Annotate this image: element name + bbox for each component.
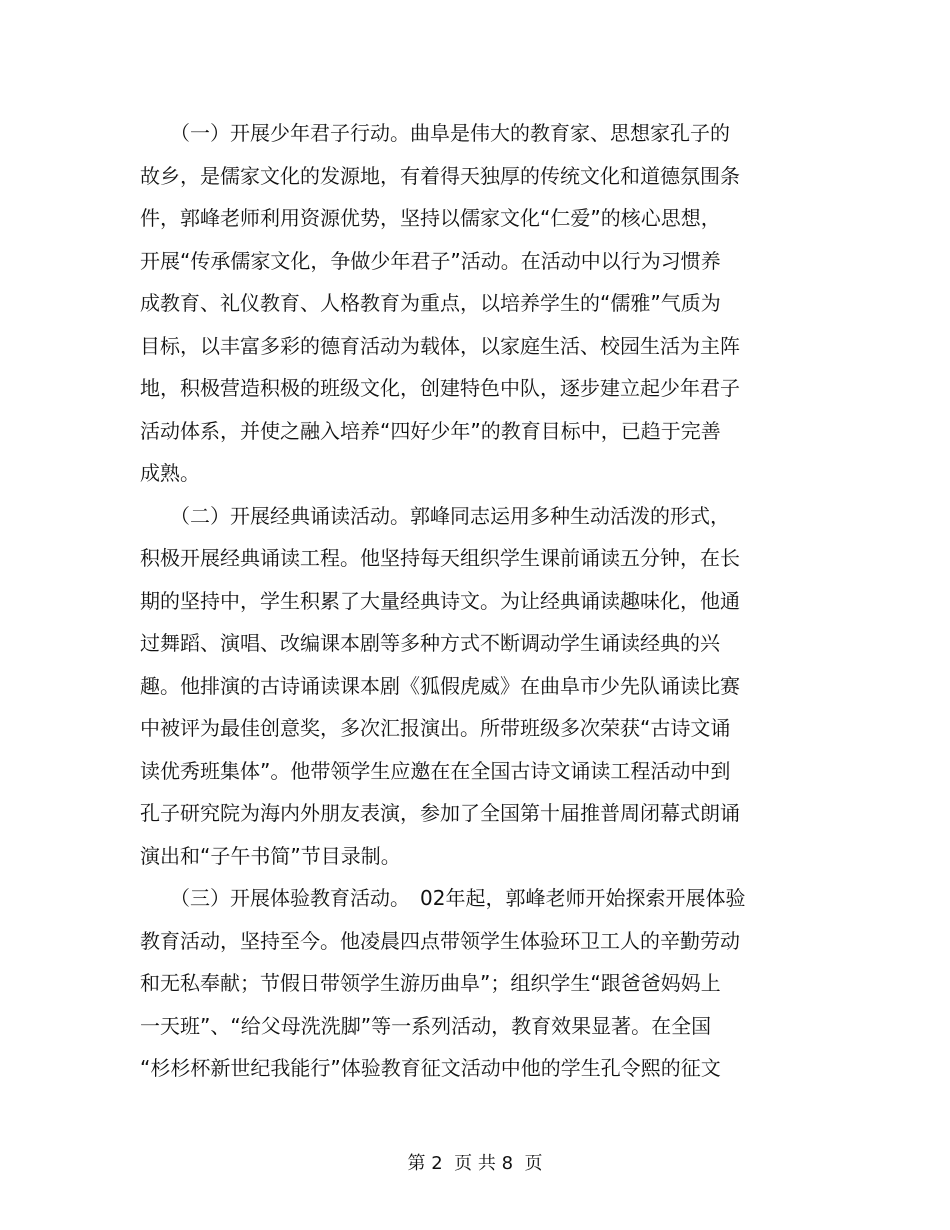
text-line-9: 成熟。 [140, 461, 200, 485]
text-line-6: 目标，以丰富多彩的德育活动为载体，以家庭生活、校园生活为主阵 [140, 333, 740, 358]
text-line-23: “杉杉杯新世纪我能行”体验教育征文活动中他的学生孔令熙的征文 [140, 1056, 721, 1080]
body-text [140, 112, 800, 1090]
text-line-8: 活动体系，并使之融入培养“四好少年”的教育目标中，已趋于完善 [140, 418, 721, 443]
text-line-19: （三）开展体验教育活动。 02年起，郭峰老师开始探索开展体验 [140, 886, 746, 910]
page-number-footer: 第 2 页 共 8 页 [407, 1153, 543, 1174]
text-line-5: 成教育、礼仪教育、人格教育为重点，以培养学生的“儒雅”气质为 [140, 291, 721, 315]
text-line-20: 教育活动，坚持至今。他凌晨四点带领学生体验环卫工人的辛勤劳动 [140, 928, 740, 953]
text-line-3: 件，郭峰老师利用资源优势，坚持以儒家文化“仁爱”的核心思想， [140, 206, 721, 230]
text-line-17: 孔子研究院为海内外朋友表演，参加了全国第十届推普周闭幕式朗诵 [140, 801, 740, 825]
text-line-7: 地，积极营造积极的班级文化，创建特色中队，逐步建立起少年君子 [140, 376, 740, 400]
text-line-15: 中被评为最佳创意奖，多次汇报演出。所带班级多次荣获“古诗文诵 [140, 716, 731, 740]
text-line-11: 积极开展经典诵读工程。他坚持每天组织学生课前诵读五分钟，在长 [140, 546, 740, 570]
text-line-18: 演出和“子午书简”节目录制。 [140, 843, 401, 868]
text-line-14: 趣。他排演的古诗诵读课本剧《狐假虎威》在曲阜市少先队诵读比赛 [140, 673, 740, 698]
text-line-4: 开展“传承儒家文化，争做少年君子”活动。在活动中以行为习惯养 [140, 248, 721, 273]
text-line-16: 读优秀班集体”。他带领学生应邀在在全国古诗文诵读工程活动中到 [140, 758, 731, 783]
text-line-12: 期的坚持中，学生积累了大量经典诗文。为让经典诵读趣味化，他通 [140, 588, 740, 613]
text-line-1: （一）开展少年君子行动。曲阜是伟大的教育家、思想家孔子的 [140, 121, 730, 145]
text-line-22: 一天班”、“给父母洗洗脚”等一系列活动，教育效果显著。在全国 [140, 1013, 712, 1038]
text-line-10: （二）开展经典诵读活动。郭峰同志运用多种生动活泼的形式， [140, 503, 730, 528]
text-line-21: 和无私奉献；节假日带领学生游历曲阜”；组织学生“跟爸爸妈妈上 [140, 971, 721, 995]
text-line-13: 过舞蹈、演唱、改编课本剧等多种方式不断调动学生诵读经典的兴 [140, 631, 720, 655]
text-line-2: 故乡，是儒家文化的发源地，有着得天独厚的传统文化和道德氛围条 [140, 163, 740, 188]
